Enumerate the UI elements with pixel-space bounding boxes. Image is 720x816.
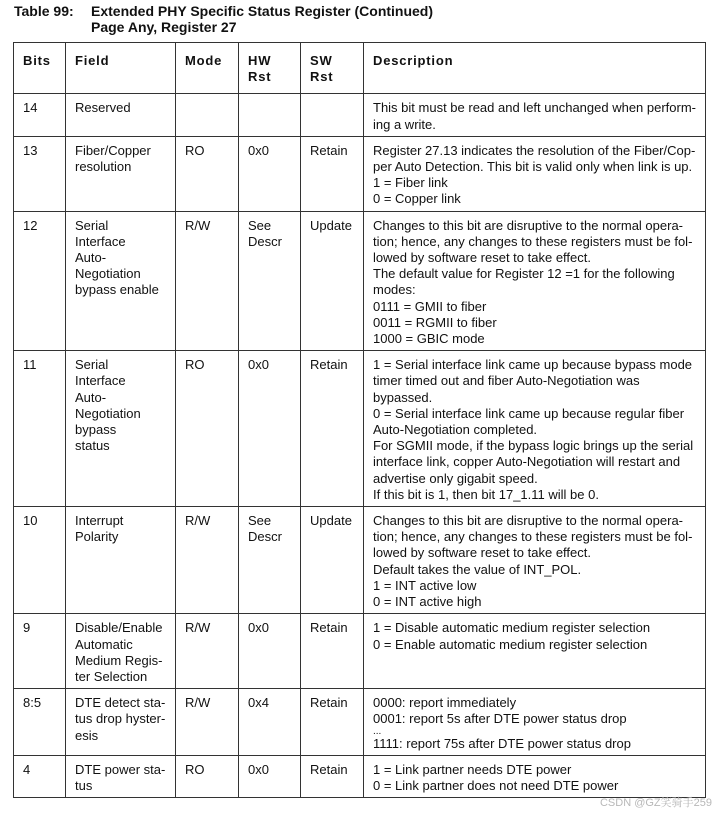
table-row	[14, 94, 706, 136]
bits-cell: 8:5	[14, 689, 66, 756]
description-line: 0001: report 5s after DTE power status drop	[373, 711, 627, 727]
table-row	[14, 351, 706, 507]
field-cell: Serial Interface Auto- Negotiation bypass status	[66, 351, 176, 507]
description-line: 1 = Disable automatic medium register selection	[373, 620, 651, 636]
description-line: 1000 = GBIC mode	[373, 331, 485, 347]
description-line: 1 = Serial interface link came up because bypass mode	[373, 357, 693, 373]
description-cell	[364, 136, 706, 211]
description-line: 1 = Link partner needs DTE power	[373, 761, 572, 777]
description-line: 1 = INT active low	[373, 577, 477, 593]
field-cell: DTE power sta- tus	[66, 755, 176, 797]
header-field: Field	[66, 43, 176, 94]
description-cell	[364, 211, 706, 351]
bits-cell: 12	[14, 211, 66, 351]
mode-cell: RO	[176, 351, 239, 507]
field-cell: Interrupt Polarity	[66, 507, 176, 614]
description-line: 0000: report immediately	[373, 695, 517, 711]
description-line: lowed by software reset to take effect.	[373, 545, 591, 561]
sw-rst-cell: Retain	[301, 136, 364, 211]
description-line: 0 = INT active high	[373, 594, 482, 610]
table-row	[14, 211, 706, 351]
description-line: 0011 = RGMII to fiber	[373, 314, 497, 330]
description-line: This bit must be read and left unchanged when perform-	[373, 100, 697, 116]
header-hw-rst: HW Rst	[239, 43, 301, 94]
table-subtitle: Page Any, Register 27	[91, 19, 237, 35]
description-line: For SGMII mode, if the bypass logic brings up the serial	[373, 438, 694, 454]
table-row	[14, 136, 706, 211]
header-description: Description	[364, 43, 706, 94]
bits-cell: 10	[14, 507, 66, 614]
mode-cell: R/W	[176, 689, 239, 756]
description-line: modes:	[373, 282, 416, 298]
description-line: 1111: report 75s after DTE power status drop	[373, 735, 631, 751]
bits-cell: 9	[14, 614, 66, 689]
watermark: CSDN @GZ笑骑手259	[599, 797, 712, 809]
description-line: Auto-Negotiation completed.	[373, 422, 538, 438]
table-row	[14, 507, 706, 614]
field-cell: Fiber/Copper resolution	[66, 136, 176, 211]
bits-cell: 4	[14, 755, 66, 797]
hw-rst-cell: 0x4	[239, 689, 301, 756]
mode-cell: R/W	[176, 211, 239, 351]
hw-rst-cell: 0x0	[239, 351, 301, 507]
mode-cell: R/W	[176, 614, 239, 689]
hw-rst-cell: See Descr	[239, 507, 301, 614]
description-cell	[364, 689, 706, 756]
mode-cell: R/W	[176, 507, 239, 614]
hw-rst-cell: 0x0	[239, 614, 301, 689]
sw-rst-cell: Retain	[301, 689, 364, 756]
bits-cell: 14	[14, 94, 66, 136]
hw-rst-cell: 0x0	[239, 136, 301, 211]
sw-rst-cell: Retain	[301, 351, 364, 507]
sw-rst-cell: Update	[301, 507, 364, 614]
description-cell	[364, 94, 706, 136]
table-title: Extended PHY Specific Status Register (Continued)	[91, 3, 434, 19]
description-line: 0 = Copper link	[373, 191, 461, 207]
table-row	[14, 689, 706, 756]
hw-rst-cell: See Descr	[239, 211, 301, 351]
sw-rst-cell: Retain	[301, 614, 364, 689]
description-cell	[364, 507, 706, 614]
description-line: 0 = Serial interface link came up because regular fiber	[373, 405, 685, 421]
description-line: 0111 = GMII to fiber	[373, 298, 487, 314]
description-line: 0 = Link partner does not need DTE power	[373, 777, 619, 793]
table-number: Table 99:	[14, 3, 74, 19]
table-row	[14, 614, 706, 689]
sw-rst-cell: Update	[301, 211, 364, 351]
description-line: The default value for Register 12 =1 for the following	[373, 266, 675, 282]
description-cell	[364, 351, 706, 507]
description-line: timer timed out and fiber Auto-Negotiation was	[373, 373, 640, 389]
description-line: Default takes the value of INT_POL.	[373, 561, 582, 577]
mode-cell: RO	[176, 136, 239, 211]
register-table	[13, 42, 706, 798]
description-cell	[364, 614, 706, 689]
mode-cell	[176, 94, 239, 136]
hw-rst-cell	[239, 94, 301, 136]
description-cell	[364, 755, 706, 797]
description-line: 1 = Fiber link	[373, 175, 448, 191]
table-row	[14, 755, 706, 797]
bits-cell: 11	[14, 351, 66, 507]
description-line: interface link, copper Auto-Negotiation will restart and	[373, 454, 681, 470]
description-line: 0 = Enable automatic medium register selection	[373, 636, 648, 652]
field-cell: Disable/Enable Automatic Medium Regis- ter Selection	[66, 614, 176, 689]
sw-rst-cell: Retain	[301, 755, 364, 797]
description-line: lowed by software reset to take effect.	[373, 250, 591, 266]
header-sw-rst: SW Rst	[301, 43, 364, 94]
mode-cell: RO	[176, 755, 239, 797]
description-line: advertise only gigabit speed.	[373, 470, 538, 486]
description-line: Changes to this bit are disruptive to the normal opera-	[373, 513, 684, 529]
bits-cell: 13	[14, 136, 66, 211]
description-line: Register 27.13 indicates the resolution of the Fiber/Cop-	[373, 142, 696, 158]
description-line: tion; hence, any changes to these registers must be fol-	[373, 233, 693, 249]
field-cell: Serial Interface Auto- Negotiation bypass enable	[66, 211, 176, 351]
description-line: Changes to this bit are disruptive to the normal opera-	[373, 217, 684, 233]
description-line: ...	[373, 725, 382, 737]
header-bits: Bits	[14, 43, 66, 94]
sw-rst-cell	[301, 94, 364, 136]
description-line: bypassed.	[373, 389, 433, 405]
description-line: tion; hence, any changes to these registers must be fol-	[373, 529, 693, 545]
hw-rst-cell: 0x0	[239, 755, 301, 797]
description-line: per Auto Detection. This bit is valid only when link is up.	[373, 159, 693, 175]
header-mode: Mode	[176, 43, 239, 94]
description-line: ing a write.	[373, 116, 436, 132]
header-row	[14, 43, 706, 94]
field-cell: Reserved	[66, 94, 176, 136]
description-line: If this bit is 1, then bit 17_1.11 will be 0.	[373, 486, 599, 502]
field-cell: DTE detect sta- tus drop hyster- esis	[66, 689, 176, 756]
